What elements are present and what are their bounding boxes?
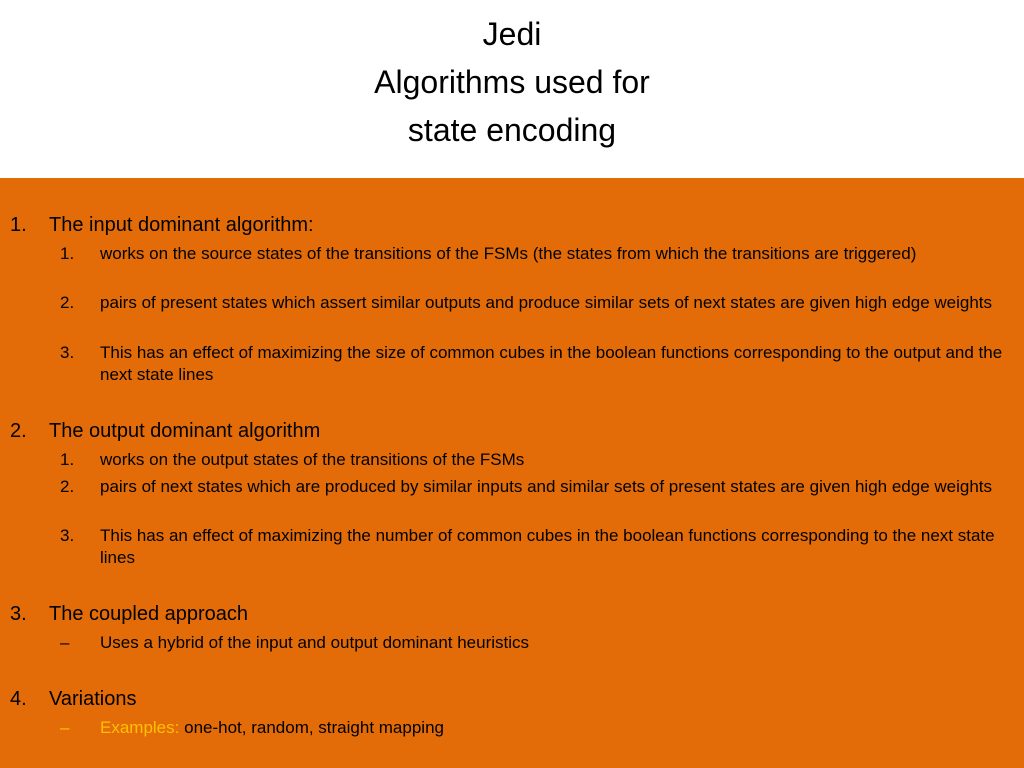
sub-item-text-wrapper: [100, 717, 1018, 739]
item-heading: The output dominant algorithm: [49, 420, 321, 442]
title-line-2: Algorithms used for: [374, 64, 650, 100]
sub-item-text: works on the output states of the transitions of the FSMs: [100, 450, 525, 469]
sub-item-text: works on the source states of the transitions of the FSMs (the states from which the transitions are triggered): [100, 244, 917, 263]
sub-item-text: This has an effect of maximizing the size of common cubes in the boolean functions corresponding to the output and the next state lines: [100, 343, 1003, 384]
item-number: 3.: [10, 603, 27, 625]
sub-item-dash: –: [60, 633, 70, 652]
sub-item-text: pairs of present states which assert similar outputs and produce similar sets of next states are given high edge weights: [100, 293, 993, 312]
sub-item-text: This has an effect of maximizing the number of common cubes in the boolean functions corresponding to the next state lines: [100, 526, 995, 567]
slide-content: [0, 178, 1024, 768]
sub-item-number: 3.: [60, 343, 75, 362]
title-line-3: state encoding: [407, 112, 617, 148]
sub-item-number: 2.: [60, 477, 75, 496]
sub-item-dash: –: [60, 718, 70, 737]
item-heading: The coupled approach: [49, 603, 249, 625]
item-number: 4.: [10, 688, 27, 710]
sub-item-text: pairs of next states which are produced by similar inputs and similar sets of present states are given high edge weights: [100, 477, 993, 496]
slide-title: [0, 0, 1024, 178]
item-heading: The input dominant algorithm:: [49, 214, 314, 236]
sub-item-text: Uses a hybrid of the input and output dominant heuristics: [100, 633, 530, 652]
examples-label: Examples:: [100, 718, 180, 737]
item-heading: Variations: [49, 688, 137, 710]
sub-item-number: 2.: [60, 293, 75, 312]
sub-item-number: 3.: [60, 526, 75, 545]
item-number: 2.: [10, 420, 27, 442]
title-line-1: Jedi: [482, 16, 542, 52]
sub-item-number: 1.: [60, 244, 75, 263]
sub-item-number: 1.: [60, 450, 75, 469]
item-number: 1.: [10, 214, 27, 236]
examples-text: one-hot, random, straight mapping: [184, 718, 444, 737]
